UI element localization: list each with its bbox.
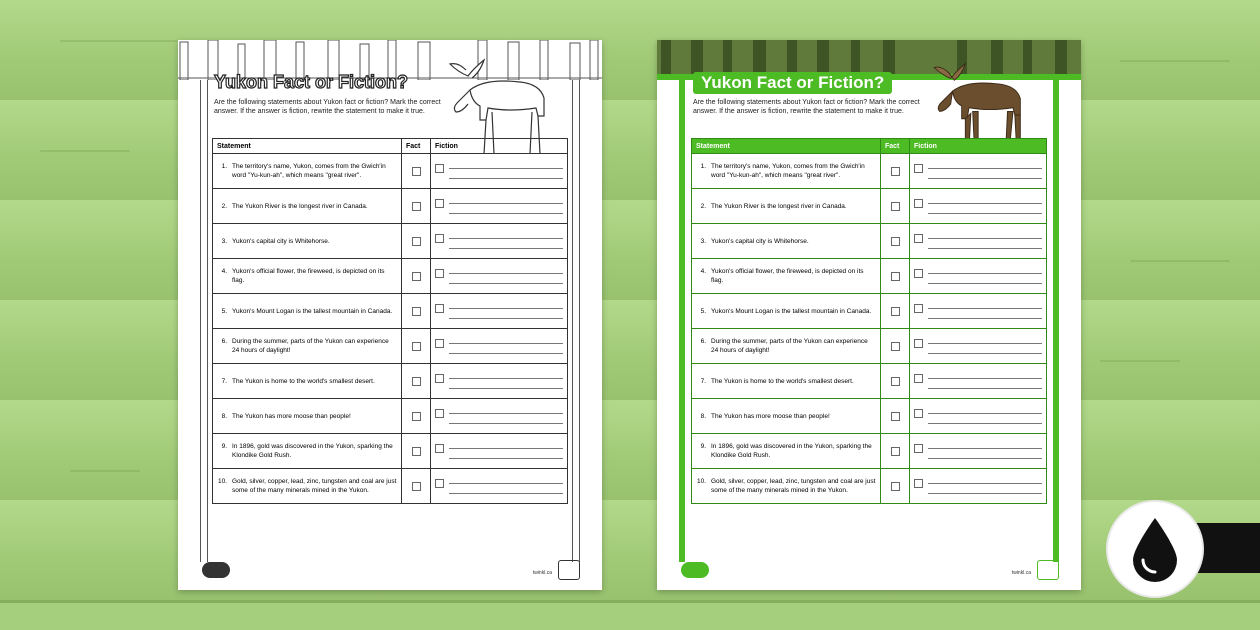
statement-text: The Yukon River is the longest river in Canada. (232, 202, 368, 210)
table-row (692, 259, 1047, 294)
fiction-cell (431, 259, 568, 294)
fact-cell (881, 329, 910, 364)
fiction-checkbox[interactable] (435, 269, 444, 278)
statement-number: 9. (221, 443, 227, 450)
fiction-checkbox[interactable] (914, 479, 923, 488)
statement-cell (692, 434, 881, 469)
fact-cell (881, 469, 910, 504)
statement-text: The Yukon is home to the world's smallest desert. (711, 377, 854, 385)
fact-checkbox[interactable] (412, 342, 421, 351)
statement-text: Gold, silver, copper, lead, zinc, tungsten and coal are just some of the many minerals mined in the Yukon. (711, 478, 876, 494)
statement-number: 6. (221, 338, 227, 345)
fiction-checkbox[interactable] (914, 234, 923, 243)
fact-checkbox[interactable] (891, 202, 900, 211)
twinkl-logo (202, 562, 230, 578)
frame-right (572, 80, 580, 562)
statement-cell (213, 154, 402, 189)
table-row (692, 189, 1047, 224)
worksheet-table (212, 138, 568, 504)
fact-checkbox[interactable] (412, 237, 421, 246)
fact-cell (402, 259, 431, 294)
rewrite-lines[interactable] (928, 339, 1042, 354)
footer-badge (1037, 560, 1059, 580)
fact-cell (881, 189, 910, 224)
rewrite-lines[interactable] (928, 304, 1042, 319)
footer-site: twinkl.ca (1011, 570, 1031, 576)
statement-cell (213, 434, 402, 469)
table-row (692, 154, 1047, 189)
frame-right (1053, 80, 1059, 562)
rewrite-lines[interactable] (449, 164, 563, 179)
statement-number: 7. (221, 377, 227, 385)
rewrite-lines[interactable] (928, 269, 1042, 284)
fact-cell (881, 154, 910, 189)
fiction-checkbox[interactable] (435, 444, 444, 453)
fiction-cell (431, 364, 568, 399)
fiction-cell (910, 329, 1047, 364)
fiction-checkbox[interactable] (914, 304, 923, 313)
statement-number: 3. (221, 237, 227, 245)
statement-number: 3. (700, 237, 706, 245)
statement-cell (692, 469, 881, 504)
fiction-checkbox[interactable] (435, 374, 444, 383)
fact-checkbox[interactable] (412, 482, 421, 491)
fiction-checkbox[interactable] (435, 304, 444, 313)
statement-text: The Yukon is home to the world's smallest desert. (232, 377, 375, 385)
fiction-cell (910, 294, 1047, 329)
worksheet-title: Yukon Fact or Fiction? (214, 72, 409, 92)
table-row (692, 329, 1047, 364)
footer-badge (558, 560, 580, 580)
statement-number: 9. (700, 443, 706, 450)
fact-cell (402, 224, 431, 259)
col-statement: Statement (213, 139, 402, 154)
statement-text: The Yukon River is the longest river in Canada. (711, 202, 847, 210)
fact-checkbox[interactable] (412, 167, 421, 176)
table-row (692, 469, 1047, 504)
table-row (213, 364, 568, 399)
fiction-cell (431, 329, 568, 364)
fact-checkbox[interactable] (891, 167, 900, 176)
rewrite-lines[interactable] (928, 234, 1042, 249)
fiction-checkbox[interactable] (435, 234, 444, 243)
fact-cell (402, 329, 431, 364)
fiction-cell (431, 469, 568, 504)
fiction-checkbox[interactable] (914, 339, 923, 348)
fiction-cell (431, 294, 568, 329)
table-row (213, 399, 568, 434)
statement-cell (692, 399, 881, 434)
table-row (692, 364, 1047, 399)
rewrite-lines[interactable] (449, 339, 563, 354)
statement-cell (692, 294, 881, 329)
fiction-checkbox[interactable] (914, 269, 923, 278)
col-statement: Statement (692, 139, 881, 154)
fact-cell (881, 259, 910, 294)
statement-number: 1. (221, 163, 227, 170)
ink-saver-button[interactable] (1108, 502, 1202, 596)
worksheet-intro: Are the following statements about Yukon fact or fiction? Mark the correct answer. If the answer is fiction, rewrite the statement to make it true. (693, 99, 920, 115)
fiction-checkbox[interactable] (914, 444, 923, 453)
rewrite-lines[interactable] (449, 304, 563, 319)
fiction-cell (910, 259, 1047, 294)
statement-cell (692, 364, 881, 399)
fact-checkbox[interactable] (412, 307, 421, 316)
fact-cell (402, 399, 431, 434)
worksheet-table (691, 138, 1047, 504)
rewrite-lines[interactable] (449, 374, 563, 389)
statement-text: During the summer, parts of the Yukon can experience 24 hours of daylight! (711, 338, 868, 354)
fiction-cell (910, 364, 1047, 399)
footer-site: twinkl.ca (532, 570, 552, 576)
table-row (213, 154, 568, 189)
table-row (692, 434, 1047, 469)
table-row (213, 224, 568, 259)
statement-cell (213, 294, 402, 329)
statement-cell (213, 469, 402, 504)
fiction-checkbox[interactable] (914, 164, 923, 173)
statement-number: 7. (700, 377, 706, 385)
statement-number: 1. (700, 163, 706, 170)
table-row (213, 329, 568, 364)
table-row (213, 434, 568, 469)
rewrite-lines[interactable] (449, 409, 563, 424)
statement-cell (213, 259, 402, 294)
rewrite-lines[interactable] (928, 374, 1042, 389)
fact-checkbox[interactable] (412, 272, 421, 281)
statement-number: 6. (700, 338, 706, 345)
statement-text: In 1896, gold was discovered in the Yukon, sparking the Klondike Gold Rush. (711, 443, 872, 459)
worksheet-color (657, 40, 1081, 590)
fiction-cell (910, 399, 1047, 434)
worksheet-title: Yukon Fact or Fiction? (693, 72, 892, 94)
fiction-cell (431, 189, 568, 224)
statement-text: Gold, silver, copper, lead, zinc, tungsten and coal are just some of the many minerals mined in the Yukon. (232, 478, 397, 494)
fact-cell (402, 364, 431, 399)
rewrite-lines[interactable] (928, 409, 1042, 424)
statement-number: 8. (700, 412, 706, 420)
statement-text: The Yukon has more moose than people! (232, 412, 351, 420)
rewrite-lines[interactable] (928, 444, 1042, 459)
fiction-cell (431, 154, 568, 189)
worksheet-intro: Are the following statements about Yukon fact or fiction? Mark the correct answer. If the answer is fiction, rewrite the statement to make it true. (214, 99, 441, 115)
statement-text: Yukon's official flower, the fireweed, is depicted on its flag. (232, 268, 385, 284)
table-row (213, 294, 568, 329)
fiction-checkbox[interactable] (914, 374, 923, 383)
fact-checkbox[interactable] (412, 412, 421, 421)
fact-checkbox[interactable] (891, 412, 900, 421)
statement-number: 5. (221, 307, 227, 315)
fact-checkbox[interactable] (891, 447, 900, 456)
statement-cell (692, 154, 881, 189)
rewrite-lines[interactable] (449, 269, 563, 284)
statement-text: During the summer, parts of the Yukon can experience 24 hours of daylight! (232, 338, 389, 354)
statement-cell (213, 399, 402, 434)
statement-number: 10. (696, 478, 706, 485)
fact-checkbox[interactable] (412, 202, 421, 211)
table-row (692, 224, 1047, 259)
statement-text: Yukon's capital city is Whitehorse. (711, 237, 809, 245)
fiction-cell (910, 189, 1047, 224)
fiction-cell (431, 224, 568, 259)
fiction-checkbox[interactable] (914, 199, 923, 208)
fiction-checkbox[interactable] (435, 409, 444, 418)
fact-checkbox[interactable] (412, 447, 421, 456)
table-row (692, 294, 1047, 329)
statement-cell (213, 224, 402, 259)
table-row (213, 259, 568, 294)
fact-cell (402, 434, 431, 469)
statement-cell (213, 189, 402, 224)
worksheet-bw (178, 40, 602, 590)
statement-number: 2. (700, 202, 706, 210)
fiction-cell (910, 469, 1047, 504)
fact-cell (402, 469, 431, 504)
statement-text: Yukon's Mount Logan is the tallest mountain in Canada. (232, 307, 393, 315)
statement-text: The territory's name, Yukon, comes from the Gwich'in word "Yu-kun-ah", which means "great river". (232, 163, 386, 179)
fact-cell (402, 154, 431, 189)
fact-checkbox[interactable] (891, 307, 900, 316)
fact-cell (881, 399, 910, 434)
statement-text: The Yukon has more moose than people! (711, 412, 830, 420)
statement-cell (213, 329, 402, 364)
rewrite-lines[interactable] (449, 199, 563, 214)
fiction-checkbox[interactable] (435, 339, 444, 348)
frame-left (200, 80, 208, 562)
statement-number: 4. (221, 268, 227, 275)
fiction-cell (910, 154, 1047, 189)
table-row (692, 399, 1047, 434)
statement-number: 2. (221, 202, 227, 210)
rewrite-lines[interactable] (449, 234, 563, 249)
statement-text: Yukon's capital city is Whitehorse. (232, 237, 330, 245)
statement-text: In 1896, gold was discovered in the Yukon, sparking the Klondike Gold Rush. (232, 443, 393, 459)
fact-cell (402, 189, 431, 224)
fiction-cell (910, 224, 1047, 259)
statement-number: 8. (221, 412, 227, 420)
statement-text: The territory's name, Yukon, comes from the Gwich'in word "Yu-kun-ah", which means "great river". (711, 163, 865, 179)
table-row (213, 469, 568, 504)
table-row (213, 189, 568, 224)
rewrite-lines[interactable] (928, 164, 1042, 179)
fiction-cell (431, 399, 568, 434)
statement-text: Yukon's Mount Logan is the tallest mountain in Canada. (711, 307, 872, 315)
fact-cell (881, 294, 910, 329)
col-fiction: Fiction (431, 139, 568, 154)
rewrite-lines[interactable] (928, 479, 1042, 494)
rewrite-lines[interactable] (449, 444, 563, 459)
statement-number: 5. (700, 307, 706, 315)
rewrite-lines[interactable] (449, 479, 563, 494)
col-fact: Fact (402, 139, 431, 154)
statement-cell (692, 259, 881, 294)
fact-cell (881, 224, 910, 259)
fact-cell (402, 294, 431, 329)
ink-saver-bar (1196, 523, 1260, 573)
fact-cell (881, 434, 910, 469)
fact-cell (881, 364, 910, 399)
rewrite-lines[interactable] (928, 199, 1042, 214)
col-fact: Fact (881, 139, 910, 154)
fact-checkbox[interactable] (891, 377, 900, 386)
fiction-checkbox[interactable] (435, 479, 444, 488)
fiction-cell (910, 434, 1047, 469)
col-fiction: Fiction (910, 139, 1047, 154)
fiction-cell (431, 434, 568, 469)
fiction-checkbox[interactable] (914, 409, 923, 418)
statement-text: Yukon's official flower, the fireweed, is depicted on its flag. (711, 268, 864, 284)
fact-checkbox[interactable] (891, 482, 900, 491)
fact-checkbox[interactable] (891, 237, 900, 246)
statement-number: 4. (700, 268, 706, 275)
frame-left (679, 80, 685, 562)
fact-checkbox[interactable] (891, 342, 900, 351)
statement-cell (692, 224, 881, 259)
statement-number: 10. (217, 478, 227, 485)
statement-cell (692, 329, 881, 364)
fiction-checkbox[interactable] (435, 199, 444, 208)
fiction-checkbox[interactable] (435, 164, 444, 173)
statement-cell (213, 364, 402, 399)
statement-cell (692, 189, 881, 224)
fact-checkbox[interactable] (412, 377, 421, 386)
twinkl-logo (681, 562, 709, 578)
fact-checkbox[interactable] (891, 272, 900, 281)
ink-drop-icon (1127, 516, 1183, 582)
